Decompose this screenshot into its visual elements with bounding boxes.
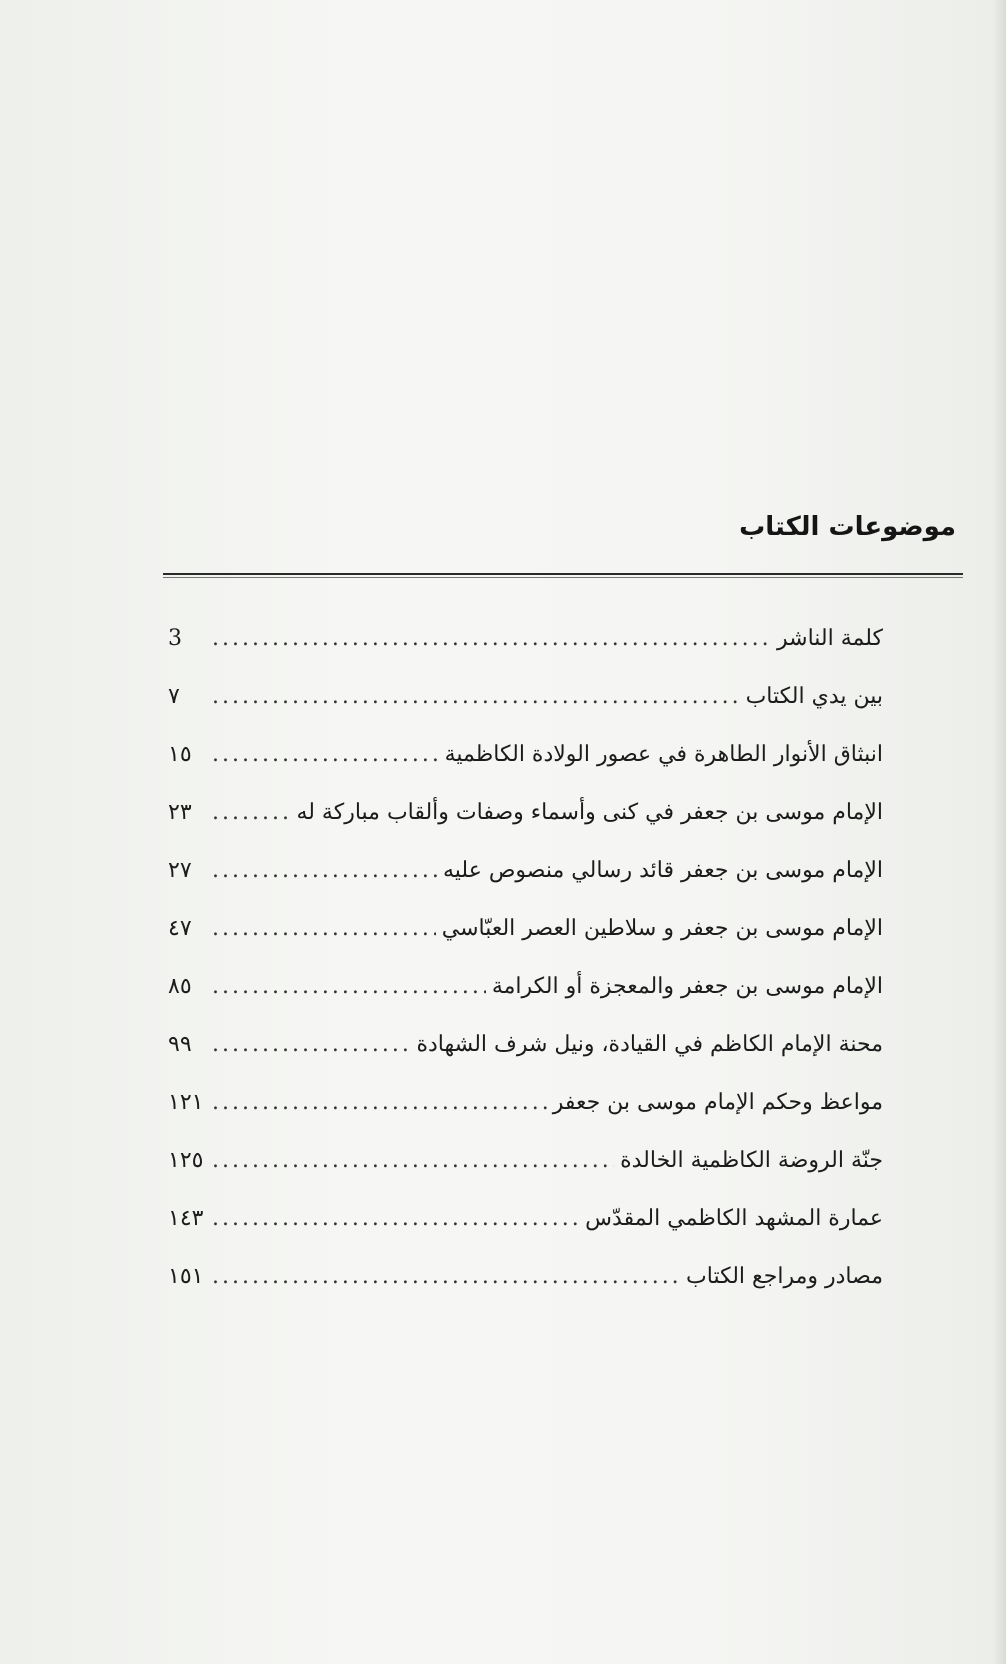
toc-entry[interactable] bbox=[168, 626, 883, 684]
dot-leader bbox=[212, 1264, 680, 1289]
toc-entry[interactable] bbox=[168, 1032, 883, 1090]
toc-entry-page: ٢٧ bbox=[168, 858, 192, 883]
toc-entry[interactable] bbox=[168, 1148, 883, 1206]
toc-entry[interactable] bbox=[168, 858, 883, 916]
toc-entry-page: ٨٥ bbox=[168, 974, 192, 999]
toc-entry[interactable] bbox=[168, 974, 883, 1032]
toc-entry-page: ١٢٥ bbox=[168, 1148, 204, 1173]
dot-leader bbox=[212, 684, 740, 709]
toc-entry-page: ٧ bbox=[168, 684, 180, 709]
toc-entry-title: انبثاق الأنوار الطاهرة في عصور الولادة الكاظمية bbox=[444, 742, 883, 767]
dot-leader bbox=[212, 974, 486, 999]
toc-entry-page: ١٤٣ bbox=[168, 1206, 204, 1231]
toc-entry-title: كلمة الناشر bbox=[777, 626, 883, 651]
dot-leader bbox=[212, 916, 436, 941]
dot-leader bbox=[212, 626, 771, 651]
toc-entry[interactable] bbox=[168, 1264, 883, 1322]
toc-entry-title: مصادر ومراجع الكتاب bbox=[686, 1264, 883, 1289]
toc-entry[interactable] bbox=[168, 1206, 883, 1264]
toc-entry-page: ٤٧ bbox=[168, 916, 192, 941]
toc-entry-title: الإمام موسى بن جعفر و سلاطين العصر العبّاسي bbox=[441, 916, 883, 941]
toc-heading: موضوعات الكتاب bbox=[739, 512, 956, 542]
toc-entry-title: مواعظ وحكم الإمام موسى بن جعفر bbox=[552, 1090, 883, 1115]
dot-leader bbox=[212, 1148, 614, 1173]
toc-entry[interactable] bbox=[168, 684, 883, 742]
toc-entry-title: الإمام موسى بن جعفر والمعجزة أو الكرامة bbox=[491, 974, 883, 999]
dot-leader bbox=[212, 858, 437, 883]
toc-entry-page: ١٥ bbox=[168, 742, 192, 767]
toc-entry[interactable] bbox=[168, 916, 883, 974]
toc-entry-title: بين يدي الكتاب bbox=[745, 684, 883, 709]
toc-entry-title: الإمام موسى بن جعفر قائد رسالي منصوص عليه bbox=[443, 858, 883, 883]
toc-entry-page: ١٥١ bbox=[168, 1264, 204, 1289]
dot-leader bbox=[212, 1032, 410, 1057]
dot-leader bbox=[212, 1206, 579, 1231]
toc-entry-title: جنّة الروضة الكاظمية الخالدة bbox=[620, 1148, 883, 1173]
dot-leader bbox=[212, 1090, 547, 1115]
toc-entry-page: ٢٣ bbox=[168, 800, 192, 825]
table-of-contents bbox=[168, 626, 883, 1322]
toc-entry-title: عمارة المشهد الكاظمي المقدّس bbox=[585, 1206, 883, 1231]
toc-entry-title: الإمام موسى بن جعفر في كنى وأسماء وصفات وألقاب مباركة له bbox=[296, 800, 883, 825]
page-edge-shadow bbox=[992, 0, 1006, 1664]
toc-entry[interactable] bbox=[168, 1090, 883, 1148]
heading-rule-thin bbox=[163, 577, 963, 578]
toc-entry-page: ٩٩ bbox=[168, 1032, 192, 1057]
toc-entry-page: ١٢١ bbox=[168, 1090, 204, 1115]
toc-entry-page: 3 bbox=[168, 626, 182, 651]
toc-entry[interactable] bbox=[168, 742, 883, 800]
toc-entry[interactable] bbox=[168, 800, 883, 858]
dot-leader bbox=[212, 800, 290, 825]
heading-rule bbox=[163, 573, 963, 575]
dot-leader bbox=[212, 742, 439, 767]
toc-entry-title: محنة الإمام الكاظم في القيادة، ونيل شرف الشهادة bbox=[416, 1032, 883, 1057]
